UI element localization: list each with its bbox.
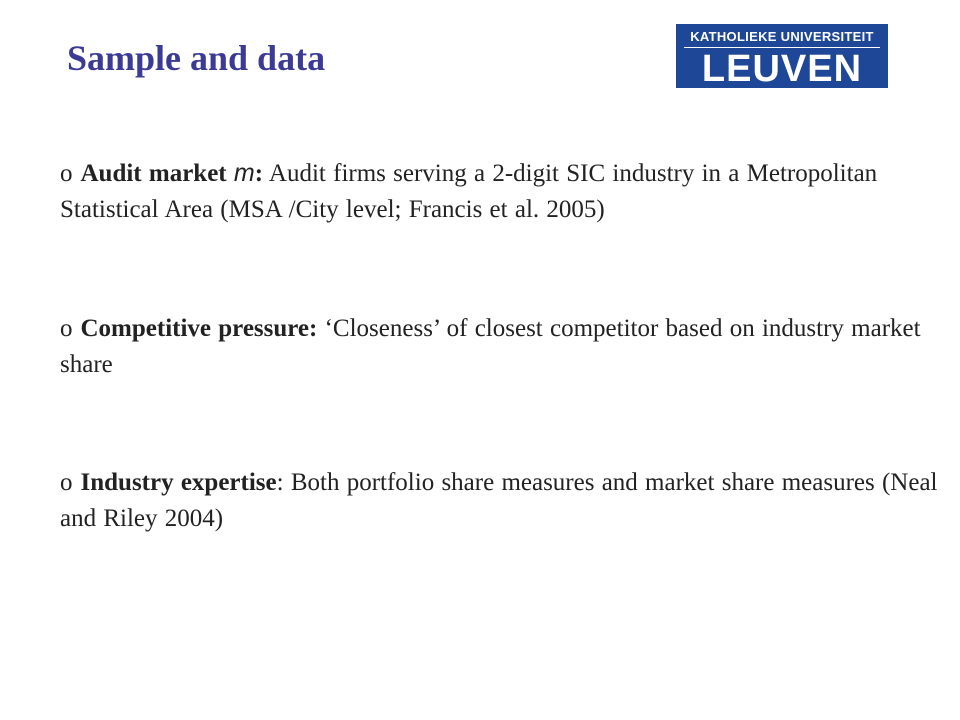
logo-top-text: KATHOLIEKE UNIVERSITEIT [690, 29, 874, 44]
bullet-label: Industry expertise [80, 469, 277, 496]
logo-main-text: LEUVEN [701, 48, 863, 90]
ku-leuven-logo [676, 24, 888, 88]
bullet-label-text: Audit market [80, 160, 234, 187]
slide-title: Sample and data [67, 38, 326, 78]
bullet-text: Audit firms serving a 2-digit SIC industry in a Metropolitan Statistical Area (MSA /City level; Francis et al. 2005) [60, 160, 878, 223]
bullet-audit-market [60, 155, 950, 228]
bullet-marker: o [60, 160, 73, 187]
bullet-competitive-pressure [60, 311, 950, 383]
bullet-label-variable: m [233, 159, 255, 187]
bullet-label [81, 160, 264, 187]
bullet-label: Competitive pressure: [80, 315, 318, 342]
bullet-text: ‘Closeness’ of closest competitor based on industry market share [60, 315, 921, 378]
bullet-marker: o [60, 315, 73, 342]
bullet-label-suffix: : [254, 160, 264, 187]
bullet-text: : Both portfolio share measures and market share measures (Neal and Riley 2004) [60, 469, 938, 532]
bullet-industry-expertise [60, 465, 950, 537]
bullet-marker: o [60, 469, 73, 496]
